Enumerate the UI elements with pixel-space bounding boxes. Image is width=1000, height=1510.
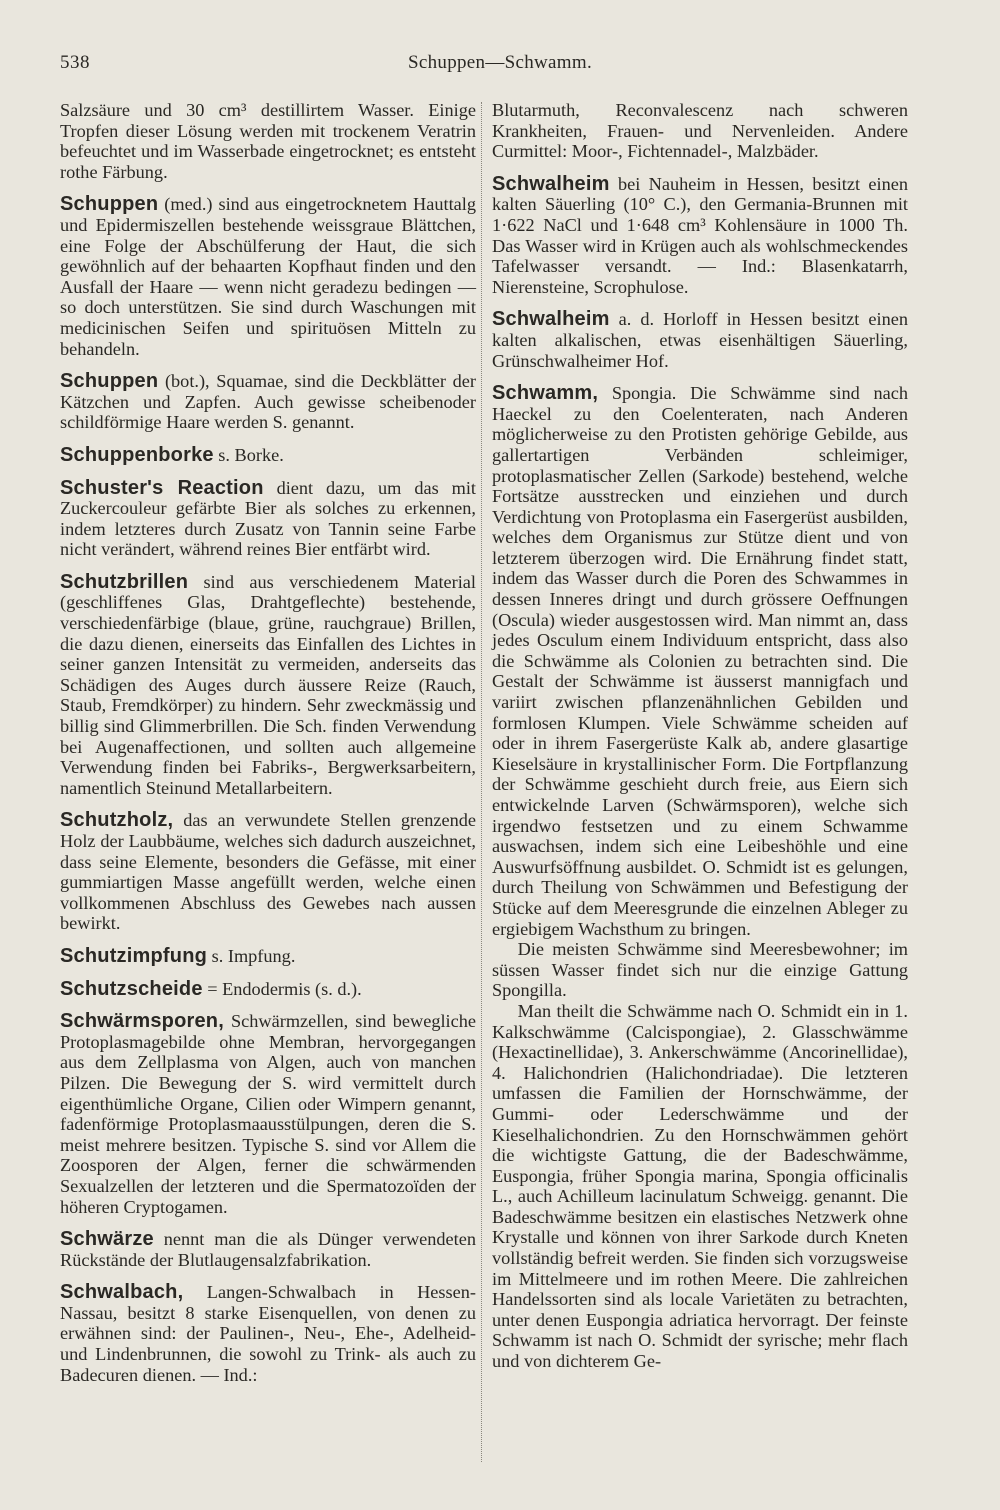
entry-schutzholz	[60, 810, 476, 934]
page-number: 538	[60, 52, 90, 73]
headword: Schwamm,	[492, 382, 599, 405]
right-column	[492, 100, 908, 1372]
entry-text: (bot.), Squamae, sind die Deckblätter der Kätzchen und Zapfen. Auch gewisse scheibenoder schildförmige Haare werden S. genannt.	[60, 371, 476, 433]
paragraph-classification: Man theilt die Schwämme nach O. Schmidt ein in 1. Kalkschwämme (Calcispongiae), 2. Glasschwämme (Hexactinellidae), 3. Ankerschwämme (Ancorinellidae), 4. Halichondrien (Halichondriadae). Die letzteren umfassen die Familien der Hornschwämme, der Gummi- oder Lederschwämme und der Kieselhalichondrien. Zu den Hornschwämmen gehört die wichtigste Gattung, die der Badeschwämme, Euspongia, früher Spongia marina, Spongia officinalis L., auch Achilleum lacinulatum Schweigg. genannt. Die Badeschwämme besitzen ein elastisches Netzwerk ohne Krystalle und können von ihrer Sarkode durch Kneten vollständig befreit werden. Sie finden sich vorzugsweise im Mittelmeere und im rothen Meere. Die zahlreichen Handelssorten sind als locale Varietäten zu betrachten, unter denen Euspongia adriatica hervorragt. Der feinste Schwamm ist nach O. Schmidt der syrische; mehr flach und von dichterem Ge-	[492, 1000, 908, 1372]
entry-schwalbach	[60, 1282, 476, 1385]
entry-text: Schwärmzellen, sind bewegliche Protoplasmagebilde ohne Membran, hervorgegangen aus dem Zellplasma von Algen, auch von manchen Pilzen. Die Bewegung der S. wird vermittelt durch eigenthümliche Organe, Cilien oder Wimpern genannt, fadenförmige Protoplasmaausstülpungen, deren die S. meist mehrere besitzen. Typische S. sind vor Allem die Zoosporen der Algen, ferner die schwärmenden Sexualzellen der letzteren und die Spermatozoïden der höheren Cryptogamen.	[60, 1011, 476, 1217]
paragraph-meeresbewohner: Die meisten Schwämme sind Meeresbewohner; im süssen Wasser findet sich nur die einzige Gattung Spongilla.	[492, 939, 908, 1001]
entry-text: das an verwundete Stellen grenzende Holz der Laubbäume, welches sich dadurch auszeichnet, dass seine Elemente, besonders die Gefässe, mit einer gummiartigen Masse angefüllt werden, welche einen vollkommenen Abschluss des Gewebes nach aussen bewirkt.	[60, 810, 476, 934]
headword: Schwalheim	[492, 172, 610, 195]
entry-schwalheim-horloff	[492, 309, 908, 371]
entry-schutzscheide	[60, 979, 476, 1000]
headword: Schwärze	[60, 1228, 154, 1251]
headword: Schutzholz,	[60, 809, 174, 832]
entry-schusters-reaction	[60, 478, 476, 560]
entry-text: (med.) sind aus eingetrocknetem Hauttalg und Epidermiszellen bestehende weissgraue Blättchen, eine Folge der Abschülferung der Haut, die sich gewöhnlich auf der behaarten Kopfhaut finden und den Ausfall der Haare — wenn nicht geradezu bedingen — so doch unterstützen. Sie sind durch Waschungen mit medicinischen Seifen und spirituösen Mitteln zu behandeln.	[60, 194, 476, 359]
entry-schuppenborke	[60, 445, 476, 466]
running-title: Schuppen—Schwamm.	[408, 52, 592, 73]
paragraph-continued: Salzsäure und 30 cm³ destillirtem Wasser. Einige Tropfen dieser Lösung werden mit trockenem Veratrin befeuchtet und im Wasserbade eingetrocknet; es entsteht rothe Färbung.	[60, 100, 476, 182]
entry-schuppen-bot	[60, 371, 476, 433]
entry-text: Spongia. Die Schwämme sind nach Haeckel zu den Coelenteraten, nach Anderen möglicherweise zu den Protisten gehörige Gebilde, aus gallertartigen Verbänden schleimiger, protoplasmatischer Zellen (Sarkode) bestehend, welche Fortsätze ausstrecken und einziehen und durch Verdichtung von Protoplasma ein Fasergerüst ausbilden, welches dem Organismus zur Stütze dient und von letzterem überzogen wird. Die Ernährung findet statt, indem das Wasser durch die Poren des Schwammes in dessen Inneres dringt und durch grössere Oeffnungen (Oscula) wieder ausgestossen wird. Man nimmt an, dass jedes Osculum einem Individuum entspricht, dass also die Schwämme als Colonien zu betrachten sind. Die Gestalt der Schwämme ist äusserst mannigfach und variirt zwischen pflanzenähnlichen Gebilden und formlosen Klumpen. Viele Schwämme scheiden auf oder in ihrem Fasergerüste Kalk ab, andere glasartige Kieselsäure in krystallinischer Form. Die Fortpflanzung der Schwämme geschieht durch freie, aus Eiern sich entwickelnde Larven (Schwärmsporen), welche sich irgendwo festsetzen und zu einem Schwamme auswachsen, indem sich eine Leibeshöhle und eine Auswurfsöffnung ausbildet. O. Schmidt ist es gelungen, durch Theilung von Schwämmen und Befestigung der Stücke auf dem Meeresgrunde die einzelnen Ableger zu ergiebigem Wachsthum zu bringen.	[492, 383, 908, 939]
entry-text: = Endodermis (s. d.).	[202, 978, 362, 999]
entry-text: Langen-Schwalbach in Hessen-Nassau, besitzt 8 starke Eisenquellen, von denen zu erwähnen sind: der Paulinen-, Neu-, Ehe-, Adelheid- und Lindenbrunnen, die sowohl zu Trink- als auch zu Badecuren dienen. — Ind.:	[60, 1282, 476, 1385]
headword: Schutzbrillen	[60, 570, 189, 593]
entry-text: nennt man die als Dünger verwendeten Rückstände der Blutlaugensalzfabrikation.	[60, 1229, 476, 1270]
headword: Schuppen	[60, 193, 159, 216]
headword: Schwärmsporen,	[60, 1010, 224, 1033]
entry-text: s. Impfung.	[207, 945, 296, 966]
entry-schutzbrillen	[60, 572, 476, 799]
entry-schwaermsporen	[60, 1011, 476, 1217]
entry-text: s. Borke.	[213, 444, 284, 465]
headword: Schuster's Reaction	[60, 476, 264, 499]
headword: Schutzscheide	[60, 977, 203, 1000]
entry-text: sind aus verschiedenem Material (geschliffenes Glas, Drahtgeflechte) bestehende, verschiedenfärbige (blaue, grüne, rauchgraue) Brillen, die dazu dienen, einerseits das Einfallen des Lichtes in seiner ganzen Intensität zu vermeiden, anderseits das Schädigen des Auges durch äussere Reize (Rauch, Staub, Fremdkörper) zu hindern. Sehr zweckmässig und billig sind Glimmerbrillen. Die Sch. finden Verwendung bei Augenaffectionen, und sollten auch allgemeine Verwendung finden bei Fabriks-, Bergwerksarbeitern, namentlich Steinund Metallarbeitern.	[60, 571, 476, 798]
headword: Schwalbach,	[60, 1281, 184, 1304]
headword: Schutzimpfung	[60, 944, 208, 967]
entry-schuppen-med	[60, 194, 476, 359]
headword: Schwalheim	[492, 308, 610, 331]
entry-text: dient dazu, um das mit Zuckercouleur gefärbte Bier als solches zu erkennen, indem letzteres durch Zusatz von Tannin seine Farbe nicht verändert, während reines Bier entfärbt wird.	[60, 477, 476, 560]
entry-text: a. d. Horloff in Hessen besitzt einen kalten alkalischen, etwas eisenhältigen Säuerling, Grünschwalheimer Hof.	[492, 309, 908, 371]
column-divider	[481, 102, 482, 1462]
headword: Schuppen	[60, 370, 159, 393]
entry-schutzimpfung	[60, 946, 476, 967]
entry-text: bei Nauheim in Hessen, besitzt einen kalten Säuerling (10° C.), den Germania-Brunnen mit 1·622 NaCl und 1·648 cm³ Kohlensäure in 1000 Th. Das Wasser wird in Krügen auch als wohlschmeckendes Tafelwasser versandt. — Ind.: Blasenkatarrh, Nierensteine, Scrophulose.	[492, 173, 908, 297]
entry-schwaerze	[60, 1229, 476, 1270]
paragraph-continued: Blutarmuth, Reconvalescenz nach schweren Krankheiten, Frauen- und Nervenleiden. Andere Curmittel: Moor-, Fichtennadel-, Malzbäder.	[492, 100, 908, 162]
headword: Schuppenborke	[60, 443, 214, 466]
entry-schwalheim-nauheim	[492, 174, 908, 298]
left-column	[60, 100, 476, 1385]
entry-schwamm	[492, 383, 908, 939]
